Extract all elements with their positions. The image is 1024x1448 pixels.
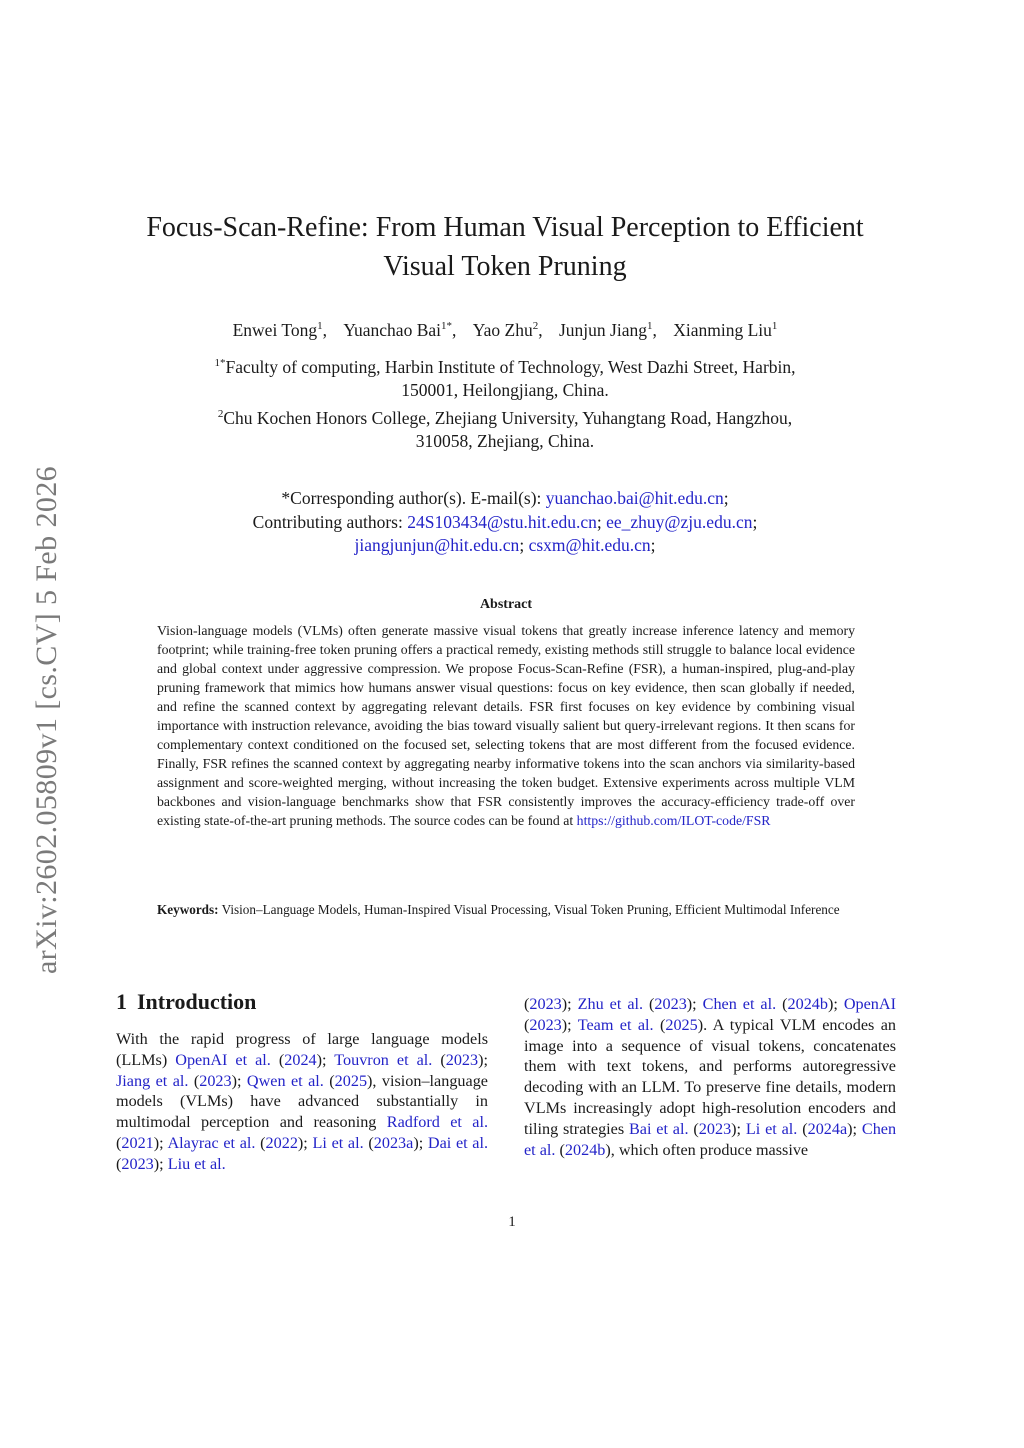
citation-link[interactable]: 2022 [265, 1133, 298, 1152]
citation-link[interactable]: Qwen et al. [246, 1071, 324, 1090]
citation-link[interactable]: 2025 [334, 1071, 368, 1090]
citation-link[interactable]: 2024b [787, 995, 828, 1013]
citation-link[interactable]: Liu et al. [167, 1154, 226, 1173]
intro-left-column [116, 1029, 488, 1175]
author-affil-mark: 1 [646, 320, 653, 332]
body-text: ( [116, 1154, 122, 1173]
contributing-authors-cont [150, 534, 860, 558]
body-text: ), which often produce massive [605, 1140, 809, 1159]
author [673, 320, 777, 340]
author-name: Enwei Tong [232, 319, 318, 340]
email-link[interactable]: 24S103434@stu.hit.edu.cn [407, 511, 597, 532]
page-number: 1 [508, 1214, 516, 1230]
paper-title [120, 208, 890, 286]
citation-link[interactable]: 2024 [284, 1050, 317, 1069]
affiliations [150, 352, 860, 454]
citation-link[interactable]: 2023 [529, 995, 562, 1013]
affiliation-1-line-2: 150001, Heilongjiang, China. [401, 380, 609, 401]
citation-link[interactable]: Touvron et al. [334, 1050, 433, 1069]
body-text: ); [153, 1154, 168, 1173]
email-sep: ; [723, 488, 729, 508]
body-text: ( [688, 1119, 699, 1138]
body-text: With the rapid progress of large language models (LLMs) [116, 1030, 488, 1069]
body-text: ); [478, 1050, 488, 1069]
abstract-heading: Abstract [479, 597, 533, 612]
author [233, 320, 327, 340]
author-affil-mark: 2 [532, 320, 539, 332]
body-text: ( [797, 1119, 808, 1138]
author-sep: , [452, 319, 457, 340]
corresponding-author [150, 487, 860, 511]
body-text: ); [297, 1133, 313, 1152]
body-text: ( [363, 1133, 374, 1152]
citation-link[interactable]: 2023 [445, 1050, 479, 1069]
body-text: ); [231, 1071, 247, 1090]
affiliation-1 [150, 352, 860, 379]
section-title: Introduction [137, 989, 257, 1014]
citation-link[interactable]: Dai et al. [427, 1133, 489, 1152]
citation-link[interactable]: 2025 [665, 1015, 698, 1034]
contributing-authors [150, 511, 860, 535]
keywords-label: Keywords: [157, 902, 219, 917]
author-name: Yao Zhu [472, 319, 533, 340]
citation-link[interactable]: Chen et al. [702, 995, 777, 1013]
body-text: ); [731, 1119, 746, 1138]
contributing-label: Contributing authors: [252, 511, 403, 532]
section-heading [116, 989, 488, 1015]
body-text: ), vision–language models (VLMs) have advanced substantially in multimodal perception and reasoning [116, 1071, 488, 1132]
citation-link[interactable]: 2023a [373, 1133, 414, 1152]
author [473, 320, 543, 340]
keywords-text: Vision–Language Models, Human-Inspired Visual Processing, Visual Token Pruning, Efficient Multimodal Inference [221, 902, 840, 917]
body-text: ); [827, 995, 844, 1013]
affiliation-mark: 2 [217, 407, 224, 420]
author-sep: , [652, 319, 657, 340]
citation-link[interactable]: Bai et al. [628, 1119, 689, 1138]
email-link[interactable]: csxm@hit.edu.cn [528, 535, 651, 555]
body-text: ( [776, 995, 788, 1013]
author-affil-mark: 1 [317, 320, 323, 332]
affiliation-mark: 1* [214, 357, 226, 369]
email-sep: ; [519, 535, 525, 555]
author [559, 320, 657, 340]
body-text: ); [686, 995, 703, 1013]
citation-link[interactable]: Chen et al. [524, 1119, 897, 1159]
citation-link[interactable]: Radford et al. [386, 1113, 488, 1132]
body-text: ( [643, 995, 655, 1013]
author-name: Yuanchao Bai [343, 319, 442, 340]
author-affil-mark: 1 [771, 320, 778, 332]
body-text: ); [153, 1133, 168, 1152]
corresponding-label: *Corresponding author(s). E-mail(s): [281, 488, 542, 508]
citation-link[interactable]: Li et al. [745, 1119, 798, 1138]
abstract-body [157, 621, 855, 830]
author-name: Junjun Jiang [558, 319, 647, 340]
body-text: ( [524, 995, 530, 1013]
author-list [120, 314, 890, 342]
body-text: ( [432, 1050, 446, 1069]
body-text: ( [116, 1133, 122, 1152]
email-sep: ; [596, 511, 602, 532]
body-text: ); [316, 1050, 335, 1069]
citation-link[interactable]: Alayrac et al. [167, 1133, 256, 1152]
affiliation-2-line-2: 310058, Zhejiang, China. [415, 431, 595, 452]
author-name: Xianming Liu [673, 319, 772, 340]
title-line-2: Visual Token Pruning [383, 251, 627, 282]
affiliation-2 [150, 403, 860, 430]
body-text: ( [188, 1071, 200, 1090]
author-sep: , [538, 319, 543, 340]
body-text: ). A typical VLM encodes an image into a sequence of visual tokens, concatenates them with text tokens, and performs autoregressive decoding with an LLM. To preserve fine details, modern VLMs increasingly adopt high-resolution encoders and tiling strategies [524, 1015, 896, 1138]
arxiv-identifier: arXiv:2602.05809v1 [cs.CV] 5 Feb 2026 [30, 465, 63, 975]
affiliation-1-line-1: Faculty of computing, Harbin Institute of Technology, West Dazhi Street, Harbin, [225, 356, 796, 377]
citation-link[interactable]: Team et al. [577, 1015, 654, 1034]
contact-block [150, 487, 860, 558]
citation-link[interactable]: Jiang et al. [116, 1071, 189, 1090]
author-sep: , [322, 319, 327, 340]
citation-link[interactable]: 2024a [807, 1119, 848, 1138]
citation-link[interactable]: Zhu et al. [577, 995, 644, 1013]
body-text: ); [561, 1015, 578, 1034]
citation-link[interactable]: 2023 [529, 1015, 562, 1034]
affiliation-2-line-1: Chu Kochen Honors College, Zhejiang University, Yuhangtang Road, Hangzhou, [223, 407, 793, 428]
citation-link[interactable]: 2023 [654, 995, 687, 1013]
body-text: ( [270, 1050, 285, 1069]
keywords [157, 901, 855, 918]
body-text: ); [847, 1119, 862, 1138]
body-text: ( [255, 1133, 266, 1152]
abstract-text: Vision-language models (VLMs) often generate massive visual tokens that greatly increase inference latency and memory footprint; while training-free token pruning offers a practical remedy, existing methods still struggle to balance local evidence and global context under aggressive compression. We propose Focus-Scan-Refine (FSR), a human-inspired, plug-and-play pruning framework that mimics how humans answer visual questions: focus on key evidence, then scan globally if needed, and refine the scanned context by aggregating relevant details. FSR first focuses on key evidence by combining visual importance with instruction relevance, avoiding the bias toward visually salient but query-irrelevant regions. It then scans for complementary context conditioned on the focused set, selecting tokens that are most different from the focused evidence. Finally, FSR refines the scanned context by aggregating nearby informative tokens into the scan anchors via similarity-based assignment and score-weighted merging, without increasing the token budget. Extensive experiments across multiple VLM backbones and vision-language benchmarks show that FSR consistently improves the accuracy-efficiency trade-off over existing state-of-the-art pruning methods. The source codes can be found at [157, 623, 855, 828]
citation-link[interactable]: OpenAI et al. [175, 1050, 271, 1069]
citation-link[interactable]: 2024b [564, 1140, 606, 1159]
author-affil-mark: 1* [441, 320, 453, 332]
email-link[interactable]: jiangjunjun@hit.edu.cn [354, 535, 520, 555]
intro-right-column [524, 994, 896, 1160]
body-text: ( [555, 1140, 565, 1159]
citation-link[interactable]: 2023 [199, 1071, 232, 1090]
section-number: 1 [116, 989, 127, 1014]
citation-link[interactable]: 2023 [121, 1154, 154, 1173]
email-sep: ; [752, 511, 758, 532]
corresponding-email-link[interactable]: yuanchao.bai@hit.edu.cn [545, 488, 724, 508]
citation-link[interactable]: OpenAI [843, 995, 896, 1013]
source-code-link[interactable]: https://github.com/ILOT-code/FSR [576, 813, 771, 828]
citation-link[interactable]: 2021 [121, 1133, 154, 1152]
citation-link[interactable]: Li et al. [312, 1133, 364, 1152]
body-text: ); [413, 1133, 428, 1152]
author [343, 320, 456, 340]
title-line-1: Focus-Scan-Refine: From Human Visual Perception to Efficient [146, 212, 864, 243]
email-link[interactable]: ee_zhuy@zju.edu.cn [606, 511, 753, 532]
body-text: ( [653, 1015, 666, 1034]
body-text: ( [323, 1071, 335, 1090]
citation-link[interactable]: 2023 [698, 1119, 732, 1138]
body-text: ); [561, 995, 578, 1013]
body-text: ( [524, 1015, 530, 1034]
email-sep: ; [650, 535, 656, 555]
